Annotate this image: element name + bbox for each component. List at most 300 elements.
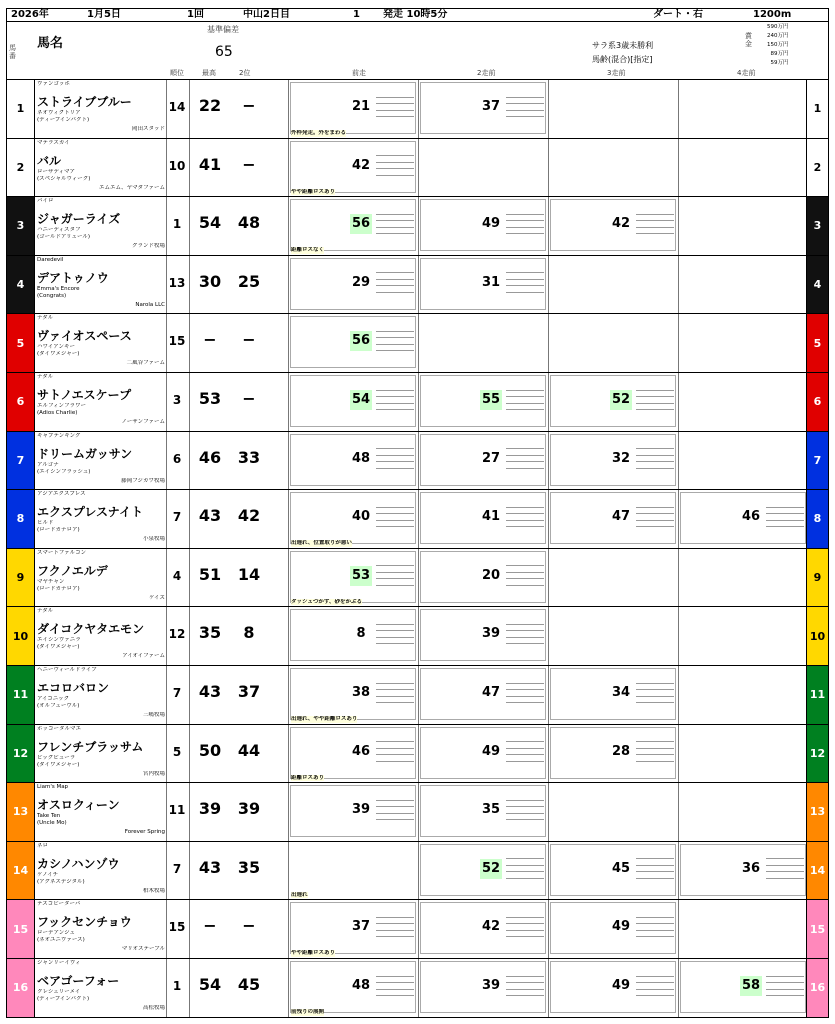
max-score: 46	[198, 447, 222, 467]
race-score: 35	[481, 802, 501, 818]
race-score: 47	[481, 685, 501, 700]
race-score: 20	[481, 567, 501, 583]
race-score: 45	[611, 860, 631, 876]
max-score: 54	[198, 213, 222, 233]
race-result-2[interactable]	[418, 490, 548, 548]
horse-name[interactable]: フレンチブラッサム	[37, 739, 144, 754]
max-score: 41	[198, 154, 222, 174]
race-note: 距離ロスあり	[291, 774, 325, 781]
race-score: 39	[481, 978, 501, 993]
sire: ナダル	[37, 608, 54, 615]
race-result-1[interactable]	[288, 373, 418, 431]
second-score: −	[242, 330, 256, 350]
rank-value: 7	[172, 510, 182, 525]
race-score: 36	[741, 860, 761, 876]
max-score: 51	[198, 564, 222, 584]
dam: ケノイチ	[37, 871, 59, 878]
race-result-3[interactable]	[548, 373, 678, 431]
race-score: 53	[350, 566, 372, 586]
prize-2: 240万円	[767, 33, 789, 39]
umaban-left: 7	[6, 432, 34, 491]
race-score: 41	[481, 509, 501, 525]
prize-5: 59万円	[770, 60, 789, 66]
damsire: (ダイワメジャー)	[37, 351, 80, 358]
race-score: 40	[351, 509, 371, 525]
race-post-time: 発走 10時5分	[383, 9, 448, 20]
umaban-left: 14	[6, 842, 34, 901]
race-result-4[interactable]	[678, 432, 808, 490]
umaban-left: 5	[6, 314, 34, 373]
race-result-3[interactable]	[548, 666, 678, 724]
race-result-2[interactable]	[418, 314, 548, 372]
second-score: 39	[237, 799, 261, 819]
race-score: 39	[481, 626, 501, 642]
race-note: 出遅れ	[291, 891, 308, 898]
umaban-left: 4	[6, 256, 34, 315]
umaban-left: 15	[6, 900, 34, 959]
owner: 三嶋牧場	[142, 712, 165, 718]
dam: ローザディマア	[37, 168, 76, 175]
damsire: (エイシンフラッシュ)	[37, 468, 91, 475]
second-score: 37	[237, 682, 261, 701]
rank-value: 3	[172, 393, 182, 407]
race-score: 34	[611, 685, 631, 700]
horse-row[interactable]	[34, 432, 807, 491]
damsire: (Congrats)	[37, 292, 67, 299]
damsire: (ダイワメジャー)	[37, 644, 80, 651]
col-max-label: 最高	[202, 69, 216, 77]
dam: ヒルド	[37, 520, 54, 527]
race-result-3[interactable]	[548, 197, 678, 255]
second-score: −	[242, 154, 256, 174]
umaban-right: 6	[807, 373, 829, 432]
race-result-4[interactable]	[678, 549, 808, 607]
second-score: 33	[237, 447, 261, 467]
umaban-right: 2	[807, 139, 829, 198]
damsire: (アグネスデジタル)	[37, 878, 85, 885]
race-result-4[interactable]	[678, 842, 808, 900]
race-track: ダート・右	[653, 9, 703, 20]
max-score: 50	[198, 740, 222, 760]
damsire: (ゴールドアリュール)	[37, 234, 91, 241]
sire: テスコビーターバ	[37, 901, 81, 908]
umaban-left: 8	[6, 490, 34, 549]
owner: Forever Spring	[124, 829, 165, 836]
race-result-4[interactable]	[678, 490, 808, 548]
sire: ヴァンゴッホ	[37, 81, 70, 87]
race-header	[6, 8, 829, 22]
race-result-1[interactable]	[288, 725, 418, 783]
race-result-4[interactable]	[678, 314, 808, 372]
rank-value: 5	[172, 744, 182, 759]
race-result-4[interactable]	[678, 725, 808, 783]
race-result-2[interactable]	[418, 197, 548, 255]
horse-row[interactable]	[34, 959, 807, 1018]
race-result-3[interactable]	[548, 490, 678, 548]
column-header	[6, 22, 829, 80]
sire: ナダル	[37, 374, 54, 380]
horse-row[interactable]	[34, 549, 807, 608]
race-result-1[interactable]	[288, 490, 418, 548]
horse-name[interactable]: フクノエルデ	[37, 563, 108, 578]
race-result-2[interactable]	[418, 666, 548, 724]
umaban-left: 1	[6, 80, 34, 139]
race-result-1[interactable]	[288, 256, 418, 314]
race-result-4[interactable]	[678, 256, 808, 314]
race-result-4[interactable]	[678, 666, 808, 724]
race-score: 56	[350, 331, 372, 351]
col-prev2-label: 2走前	[477, 69, 496, 77]
prize-label: 賞金	[745, 32, 752, 48]
owner: 二風谷ファーム	[126, 360, 165, 367]
race-score: 31	[481, 274, 501, 290]
race-score: 52	[610, 390, 632, 410]
race-result-2[interactable]	[418, 900, 548, 958]
race-result-3[interactable]	[548, 959, 678, 1017]
horse-row[interactable]	[34, 842, 807, 901]
umaban-right: 5	[807, 314, 829, 373]
umaban-left: 12	[6, 725, 34, 784]
rank-value: 13	[168, 275, 186, 290]
umaban-left: 9	[6, 549, 34, 608]
horse-name[interactable]: ドリームガッサン	[37, 446, 133, 461]
race-result-4[interactable]	[678, 783, 808, 841]
horse-row[interactable]	[34, 900, 807, 959]
horse-row[interactable]	[34, 256, 807, 315]
umaban-right: 16	[807, 959, 829, 1018]
sire: アジアエクスプレス	[37, 491, 86, 498]
owner: Narola LLC	[135, 301, 165, 308]
dam: ネオヴィクトリア	[37, 110, 81, 116]
race-note: やや距離ロスあり	[291, 950, 336, 957]
max-score: 43	[198, 682, 222, 701]
owner: ノーザンファーム	[121, 419, 165, 425]
umaban-left: 13	[6, 783, 34, 842]
race-result-1[interactable]	[288, 197, 418, 255]
horse-name[interactable]: ベアゴーフォー	[37, 974, 120, 988]
damsire: (ロードカナロア)	[37, 527, 80, 534]
rank-value: 15	[168, 920, 186, 935]
owner: エムエム、ヤマダファーム	[98, 184, 165, 191]
race-score: 52	[480, 859, 502, 879]
race-result-1[interactable]	[288, 139, 418, 197]
damsire: (ネオユニヴァース)	[37, 937, 85, 944]
horse-name[interactable]: デアトゥノウ	[37, 270, 109, 285]
max-score: −	[203, 916, 217, 936]
race-score: 49	[481, 743, 501, 759]
race-score: 54	[350, 390, 372, 410]
race-condition-2: 馬齢(混合)[指定]	[592, 55, 653, 64]
dam: ローデアンジュ	[37, 930, 76, 937]
race-condition: サラ系3歳未勝利	[592, 41, 654, 50]
owner: 柏木牧場	[142, 887, 165, 894]
rank-value: 4	[172, 568, 182, 583]
race-note: やや距離ロスあり	[291, 188, 336, 195]
damsire: (スペシャルウィーク)	[37, 175, 91, 182]
race-result-3[interactable]	[548, 139, 678, 197]
horse-name[interactable]: ストライブブルー	[37, 95, 132, 109]
race-result-4[interactable]	[678, 900, 808, 958]
horse-name-label: 馬名	[37, 36, 64, 51]
second-score: 25	[237, 271, 261, 291]
race-note: ダッシュつかず、砂をかぶる	[291, 598, 362, 605]
race-result-3[interactable]	[548, 80, 678, 138]
umaban-label: 馬番	[9, 44, 16, 60]
rank-value: 7	[172, 686, 182, 700]
race-result-1[interactable]	[288, 80, 418, 138]
race-result-1[interactable]	[288, 959, 418, 1017]
sire: Liam's Map	[37, 784, 69, 791]
rank-value: 12	[168, 627, 186, 642]
race-score: 28	[611, 743, 631, 759]
race-score: 42	[611, 216, 631, 232]
owner: 藤岡フジカワ牧場	[121, 477, 165, 484]
rank-value: 7	[172, 861, 182, 876]
race-score: 46	[351, 743, 371, 759]
race-score: 56	[350, 214, 372, 234]
race-result-2[interactable]	[418, 549, 548, 607]
race-result-1[interactable]	[288, 432, 418, 490]
horse-row[interactable]	[34, 783, 807, 842]
race-note: 外枠発走。外をまわる	[291, 130, 347, 136]
race-score: 42	[351, 157, 371, 173]
prize-3: 150万円	[767, 42, 789, 48]
race-result-3[interactable]	[548, 900, 678, 958]
umaban-right: 11	[807, 666, 829, 725]
second-score: 42	[237, 506, 261, 526]
col-prev3-label: 3走前	[607, 69, 626, 77]
sire: スマートファルコン	[37, 549, 87, 556]
horse-row[interactable]	[34, 666, 807, 725]
race-score: 32	[611, 450, 631, 466]
race-result-1[interactable]	[288, 314, 418, 372]
col-prev4-label: 4走前	[737, 69, 756, 77]
race-result-2[interactable]	[418, 783, 548, 841]
race-result-4[interactable]	[678, 373, 808, 431]
race-year: 2026年	[11, 9, 49, 20]
horse-row[interactable]	[34, 314, 807, 373]
horse-row[interactable]	[34, 139, 807, 198]
race-score: 48	[351, 978, 371, 993]
horse-name[interactable]: バル	[37, 153, 62, 168]
horse-name[interactable]: エクスプレスナイト	[37, 505, 143, 520]
umaban-left: 2	[6, 139, 34, 198]
race-score: 39	[351, 802, 371, 818]
sire: Daredevil	[37, 256, 64, 263]
race-score: 21	[351, 99, 371, 114]
race-result-1[interactable]	[288, 900, 418, 958]
race-result-3[interactable]	[548, 842, 678, 900]
rank-value: 10	[168, 158, 186, 173]
prize-4: 89万円	[770, 51, 789, 57]
max-score: 22	[198, 96, 222, 115]
horse-row[interactable]	[34, 725, 807, 784]
race-score: 38	[351, 685, 371, 700]
rank-value: 1	[172, 217, 182, 232]
umaban-right: 3	[807, 197, 829, 256]
col-prev-label: 前走	[352, 69, 366, 77]
race-score: 58	[740, 976, 762, 996]
race-result-3[interactable]	[548, 256, 678, 314]
umaban-right: 7	[807, 432, 829, 491]
owner: 小泉牧場	[142, 536, 165, 543]
owner: 高松牧場	[142, 1005, 165, 1011]
umaban-right: 13	[807, 783, 829, 842]
dam: アルゴナ	[37, 461, 59, 468]
baseline-label: 基準偏差	[207, 25, 239, 34]
owner: ケイズ	[148, 594, 165, 601]
umaban-right: 8	[807, 490, 829, 549]
second-score: −	[242, 96, 256, 115]
rank-value: 14	[168, 100, 186, 114]
race-result-3[interactable]	[548, 783, 678, 841]
race-result-2[interactable]	[418, 373, 548, 431]
max-score: 54	[198, 975, 222, 994]
race-score: 49	[481, 216, 501, 232]
damsire: (ディープインパクト)	[37, 996, 90, 1002]
umaban-right: 4	[807, 256, 829, 315]
race-result-3[interactable]	[548, 432, 678, 490]
race-result-2[interactable]	[418, 80, 548, 138]
max-score: 43	[198, 857, 222, 877]
rank-value: 11	[168, 803, 186, 818]
race-distance: 1200m	[753, 9, 792, 20]
umaban-left: 6	[6, 373, 34, 432]
prize-1: 590万円	[767, 24, 789, 30]
horse-row[interactable]	[34, 607, 807, 666]
rank-value: 1	[172, 979, 182, 993]
race-score: 29	[351, 274, 371, 290]
sire: パイロ	[37, 198, 54, 205]
umaban-right: 1	[807, 80, 829, 139]
race-date: 1月5日	[87, 9, 121, 20]
damsire: (Uncle Mo)	[37, 820, 67, 827]
second-score: −	[242, 389, 256, 408]
race-result-2[interactable]	[418, 607, 548, 665]
owner: マリオステーブル	[121, 946, 165, 953]
max-score: 43	[198, 506, 222, 526]
dam: エイシンヴァニラ	[37, 637, 81, 644]
race-result-4[interactable]	[678, 139, 808, 197]
owner: グランド牧場	[131, 243, 165, 250]
dam: Emma's Encore	[37, 285, 80, 292]
umaban-right: 15	[807, 900, 829, 959]
second-score: 35	[237, 857, 261, 877]
race-result-1[interactable]	[288, 549, 418, 607]
race-score: 37	[351, 919, 371, 935]
baseline-value: 65	[215, 44, 233, 60]
horse-name[interactable]: ヴァイオスペース	[37, 329, 132, 344]
sire: ホッコータルマエ	[37, 725, 82, 732]
second-score: −	[242, 916, 256, 936]
umaban-left: 11	[6, 666, 34, 725]
race-result-1[interactable]	[288, 783, 418, 841]
horse-name[interactable]: オスロクィーン	[37, 798, 120, 813]
horse-row[interactable]	[34, 197, 807, 256]
umaban-right: 9	[807, 549, 829, 608]
horse-name[interactable]: カシノハンゾウ	[37, 856, 120, 871]
race-result-2[interactable]	[418, 139, 548, 197]
race-score: 48	[351, 450, 371, 466]
dam: Take Ten	[37, 813, 61, 820]
sire: ネロ	[37, 842, 49, 849]
race-result-2[interactable]	[418, 842, 548, 900]
damsire: (ディープインパクト)	[37, 117, 90, 123]
race-result-3[interactable]	[548, 725, 678, 783]
race-note: 出遅れ、やや距離ロスあり	[291, 716, 358, 722]
race-result-3[interactable]	[548, 314, 678, 372]
horse-row[interactable]	[34, 373, 807, 432]
horse-row[interactable]	[34, 80, 807, 139]
race-note: 距離ロスなく	[291, 247, 325, 254]
race-result-3[interactable]	[548, 549, 678, 607]
race-score: 27	[481, 450, 501, 466]
col-2nd-label: 2位	[239, 69, 251, 77]
race-result-4[interactable]	[678, 607, 808, 665]
race-result-4[interactable]	[678, 80, 808, 138]
owner: アイオイファーム	[122, 653, 165, 660]
race-score: 37	[481, 99, 501, 114]
race-result-1[interactable]	[288, 666, 418, 724]
dam: マヤチャン	[37, 578, 65, 585]
race-note: 出遅れ、位置取りが悪い	[291, 540, 352, 547]
prize-list	[767, 23, 789, 68]
dam: ビッグピューラ	[37, 754, 76, 761]
race-score: 47	[611, 509, 631, 525]
race-result-2[interactable]	[418, 959, 548, 1017]
max-score: 35	[198, 623, 222, 643]
race-result-3[interactable]	[548, 607, 678, 665]
race-number: 1	[353, 9, 360, 20]
race-result-1[interactable]	[288, 607, 418, 665]
race-score: 8	[356, 626, 366, 642]
second-score: 14	[237, 564, 261, 584]
race-result-4[interactable]	[678, 197, 808, 255]
dam: エルフィンフラワー	[37, 403, 87, 409]
horse-name[interactable]: ジャガーライズ	[37, 212, 121, 227]
horse-name[interactable]: サトノエスケープ	[37, 388, 132, 402]
umaban-right: 10	[807, 607, 829, 666]
race-score: 55	[480, 390, 502, 410]
second-score: 45	[237, 975, 261, 994]
race-note: 前残りの展開	[291, 1009, 325, 1015]
umaban-left: 10	[6, 607, 34, 666]
race-result-4[interactable]	[678, 959, 808, 1017]
max-score: 39	[198, 799, 222, 819]
sire: マテラスカイ	[37, 139, 70, 146]
race-score: 46	[741, 509, 761, 525]
race-score: 42	[481, 919, 501, 935]
race-result-2[interactable]	[418, 725, 548, 783]
dam: ハワイアンキー	[37, 344, 75, 351]
damsire: (ロードカナロア)	[37, 585, 80, 592]
race-venue: 中山2日目	[243, 9, 290, 20]
damsire: (オルフェーヴル)	[37, 703, 80, 709]
umaban-right: 14	[807, 842, 829, 901]
max-score: 53	[198, 389, 222, 408]
second-score: 44	[237, 740, 261, 760]
race-result-2[interactable]	[418, 432, 548, 490]
race-result-1[interactable]	[288, 842, 418, 900]
race-result-2[interactable]	[418, 256, 548, 314]
horse-name[interactable]: エコロバロン	[37, 681, 110, 695]
horse-name[interactable]: フックセンチョウ	[37, 915, 132, 930]
umaban-right: 12	[807, 725, 829, 784]
owner: 宮内牧場	[142, 770, 165, 777]
horse-row[interactable]	[34, 490, 807, 549]
second-score: 8	[243, 623, 255, 643]
horse-name[interactable]: ダイコクヤタエモン	[37, 622, 145, 637]
